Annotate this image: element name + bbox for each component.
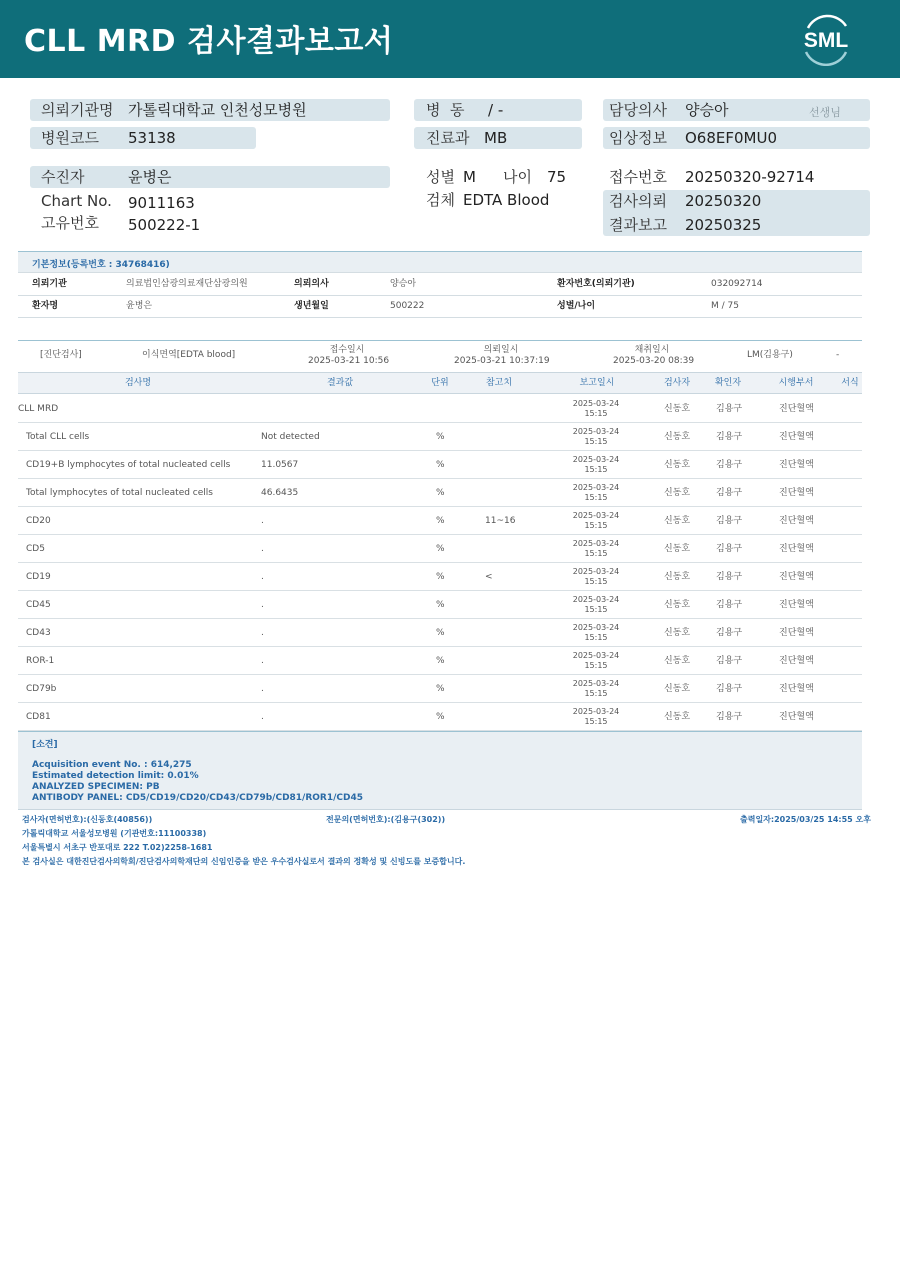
report-date-cell: 2025-03-24	[572, 623, 620, 632]
report-date-cell: 2025-03-24	[572, 427, 620, 436]
unit-cell: %	[436, 460, 445, 470]
report-date-cell: 2025-03-24	[572, 595, 620, 604]
report-date-cell: 2025-03-24	[572, 399, 620, 408]
table-row	[18, 451, 862, 479]
col-dept: 시행부서	[778, 378, 814, 388]
report-time-cell: 15:15	[584, 661, 608, 670]
confirmer-cell: 김용구	[716, 488, 743, 498]
report-date-cell: 2025-03-24	[572, 539, 620, 548]
tester-cell: 신동호	[664, 684, 691, 694]
basic-name-label: 환자명	[32, 301, 59, 311]
tester-cell: 신동호	[664, 628, 691, 638]
result-cell: .	[261, 544, 264, 554]
confirmer-cell: 김용구	[716, 572, 743, 582]
result-cell: .	[261, 712, 264, 722]
clinical-label: 임상정보	[609, 129, 667, 147]
result-cell: .	[261, 600, 264, 610]
col-unit: 단위	[431, 378, 449, 388]
unit-cell: %	[436, 516, 445, 526]
unique-label: 고유번호	[41, 214, 99, 232]
report-value: 20250325	[685, 216, 762, 234]
report-date-cell: 2025-03-24	[572, 567, 620, 576]
unit-cell: %	[436, 488, 445, 498]
dept-cell: 진단혈액	[779, 712, 814, 722]
col-confirmer: 확인자	[714, 378, 742, 388]
table-row	[18, 423, 862, 451]
col-form: 서식	[841, 378, 859, 388]
report-date-cell: 2025-03-24	[572, 707, 620, 716]
footer-certification: 본 검사실은 대한진단검사의학회/진단검사의학재단의 신임인증을 받은 우수검사실로서 결과의 정확성 및 신빙도를 보증합니다.	[22, 857, 466, 866]
dept-cell: 진단혈액	[779, 572, 814, 582]
institution-label: 의뢰기관명	[41, 101, 114, 119]
ref-cell: <	[485, 572, 493, 582]
exam-received-label: 접수일시	[329, 345, 365, 355]
table-row	[18, 619, 862, 647]
dept-cell: 진단혈액	[779, 516, 814, 526]
result-cell: .	[261, 572, 264, 582]
report-date-cell: 2025-03-24	[572, 679, 620, 688]
confirmer-cell: 김용구	[716, 628, 743, 638]
table-row	[18, 703, 862, 731]
ward-label: 병 동	[426, 101, 465, 119]
table-row	[18, 675, 862, 703]
report-label: 결과보고	[609, 216, 667, 234]
test-name-cell: Total lymphocytes of total nucleated cells	[26, 488, 213, 498]
results-table-header	[18, 372, 862, 394]
report-time-cell: 15:15	[584, 577, 608, 586]
divider	[18, 272, 862, 273]
finding-line: ANALYZED SPECIMEN: PB	[32, 782, 160, 792]
report-time-cell: 15:15	[584, 549, 608, 558]
tester-cell: 신동호	[664, 516, 691, 526]
table-row	[18, 591, 862, 619]
tester-cell: 신동호	[664, 600, 691, 610]
tester-cell: 신동호	[664, 404, 691, 414]
report-time-cell: 15:15	[584, 465, 608, 474]
exam-received-value: 2025-03-21 10:56	[308, 356, 390, 366]
doctor-label: 담당의사	[609, 101, 667, 119]
ref-cell: 11~16	[485, 516, 516, 526]
hospital-code-label: 병원코드	[41, 129, 99, 147]
footer-lab: 가톨릭대학교 서울성모병원 (기관번호:11100338)	[22, 829, 207, 838]
dept-label: 진료과	[426, 129, 470, 147]
basic-sexage-label: 성별/나이	[557, 301, 596, 311]
confirmer-cell: 김용구	[716, 600, 743, 610]
exam-lm: LM(김용구)	[747, 350, 793, 360]
unit-cell: %	[436, 600, 445, 610]
age-value: 75	[547, 168, 567, 186]
basic-info-header	[18, 251, 862, 272]
confirmer-cell: 김용구	[716, 432, 743, 442]
divider	[18, 317, 862, 318]
col-ref: 참고치	[485, 378, 513, 388]
unit-cell: %	[436, 628, 445, 638]
basic-name-value: 윤병은	[126, 301, 153, 311]
test-name-cell: CD81	[26, 712, 51, 722]
tester-cell: 신동호	[664, 460, 691, 470]
findings-title: [소견]	[32, 740, 58, 750]
report-date-cell: 2025-03-24	[572, 455, 620, 464]
result-cell: .	[261, 516, 264, 526]
test-name-cell: CD20	[26, 516, 51, 526]
clinical-value: O68EF0MU0	[685, 129, 778, 147]
sml-logo	[796, 10, 856, 66]
request-label: 검사의뢰	[609, 192, 667, 210]
report-date-cell: 2025-03-24	[572, 483, 620, 492]
confirmer-cell: 김용구	[716, 404, 743, 414]
report-time-cell: 15:15	[584, 521, 608, 530]
finding-line: Estimated detection limit: 0.01%	[32, 771, 199, 781]
exam-collected-value: 2025-03-20 08:39	[613, 356, 695, 366]
specimen-value: EDTA Blood	[463, 191, 550, 209]
report-time-cell: 15:15	[584, 633, 608, 642]
footer-specialist: 전문의(면허번호):(김용구(302))	[326, 815, 446, 824]
result-cell: .	[261, 684, 264, 694]
tester-cell: 신동호	[664, 712, 691, 722]
receipt-label: 접수번호	[609, 168, 667, 186]
dept-value: MB	[484, 129, 508, 147]
request-value: 20250320	[685, 192, 762, 210]
report-time-cell: 15:15	[584, 689, 608, 698]
basic-info-title: 기본정보(등록번호 : 34768416)	[32, 260, 170, 270]
exam-category: [진단검사]	[40, 350, 82, 360]
basic-inst-value: 의료법인삼광의료재단삼광의원	[126, 279, 248, 289]
exam-collected-label: 채취일시	[634, 345, 670, 355]
confirmer-cell: 김용구	[716, 460, 743, 470]
exam-dash: -	[836, 350, 840, 360]
result-cell: 46.6435	[261, 488, 299, 498]
exam-specimen: 이식면역[EDTA blood]	[142, 350, 236, 360]
findings-header	[18, 731, 862, 752]
result-cell: .	[261, 656, 264, 666]
dept-cell: 진단혈액	[779, 432, 814, 442]
basic-sexage-value: M / 75	[711, 301, 739, 311]
confirmer-cell: 김용구	[716, 684, 743, 694]
test-name-cell: ROR-1	[26, 656, 55, 666]
dept-cell: 진단혈액	[779, 544, 814, 554]
tester-cell: 신동호	[664, 656, 691, 666]
unit-cell: %	[436, 712, 445, 722]
basic-inst-label: 의뢰기관	[32, 279, 67, 289]
result-cell: .	[261, 628, 264, 638]
unit-cell: %	[436, 656, 445, 666]
table-row	[18, 507, 862, 535]
test-name-cell: CD5	[26, 544, 45, 554]
report-time-cell: 15:15	[584, 437, 608, 446]
unique-value: 500222-1	[128, 216, 201, 234]
report-date-cell: 2025-03-24	[572, 651, 620, 660]
col-report-time: 보고일시	[579, 378, 615, 388]
confirmer-cell: 김용구	[716, 544, 743, 554]
divider	[18, 295, 862, 296]
test-name-cell: CD43	[26, 628, 51, 638]
hospital-code-value: 53138	[128, 129, 176, 147]
unit-cell: %	[436, 432, 445, 442]
test-name-cell: CD19	[26, 572, 51, 582]
col-test: 검사명	[124, 378, 152, 388]
dept-cell: 진단혈액	[779, 488, 814, 498]
report-time-cell: 15:15	[584, 409, 608, 418]
confirmer-cell: 김용구	[716, 712, 743, 722]
table-row	[18, 395, 862, 423]
dept-cell: 진단혈액	[779, 460, 814, 470]
tester-cell: 신동호	[664, 432, 691, 442]
receipt-value: 20250320-92714	[685, 168, 815, 186]
unit-cell: %	[436, 544, 445, 554]
col-tester: 검사자	[663, 378, 691, 388]
dept-cell: 진단혈액	[779, 404, 814, 414]
examinee-label: 수진자	[41, 168, 85, 186]
sex-value: M	[463, 168, 476, 186]
footer-printed: 출력일자:2025/03/25 14:55 오후	[740, 815, 871, 824]
sex-label: 성별	[426, 168, 455, 186]
tester-cell: 신동호	[664, 544, 691, 554]
confirmer-cell: 김용구	[716, 656, 743, 666]
institution-value: 가톨릭대학교 인천성모병원	[128, 101, 307, 119]
report-time-cell: 15:15	[584, 605, 608, 614]
unit-cell: %	[436, 684, 445, 694]
result-cell: 11.0567	[261, 460, 299, 470]
test-name-cell: Total CLL cells	[26, 432, 90, 442]
test-name-cell: CD45	[26, 600, 51, 610]
specimen-label: 검체	[426, 191, 455, 209]
table-row	[18, 479, 862, 507]
result-cell: Not detected	[261, 432, 320, 442]
dept-cell: 진단혈액	[779, 628, 814, 638]
footer-address: 서울특별시 서초구 반포대로 222 T.02)2258-1681	[22, 843, 213, 852]
doctor-value: 양승아	[685, 101, 729, 119]
dept-cell: 진단혈액	[779, 684, 814, 694]
findings-box	[18, 752, 862, 810]
age-label: 나이	[503, 168, 532, 186]
table-row	[18, 563, 862, 591]
report-date-cell: 2025-03-24	[572, 511, 620, 520]
table-row	[18, 647, 862, 675]
basic-pid-value: 032092714	[711, 279, 763, 289]
basic-doc-value: 양승아	[390, 279, 417, 289]
dept-cell: 진단혈액	[779, 600, 814, 610]
report-header	[0, 0, 900, 78]
dept-cell: 진단혈액	[779, 656, 814, 666]
basic-dob-label: 생년월일	[294, 301, 329, 311]
report-time-cell: 15:15	[584, 493, 608, 502]
chart-value: 9011163	[128, 194, 195, 212]
footer-tester: 검사자(면허번호):(신동호(40856))	[22, 815, 153, 824]
basic-doc-label: 의뢰의사	[294, 279, 329, 289]
sml-logo-text: SML	[803, 29, 849, 52]
divider	[18, 340, 862, 341]
basic-pid-label: 환자번호(의뢰기관)	[557, 279, 635, 289]
exam-requested-label: 의뢰일시	[483, 345, 519, 355]
unit-cell: %	[436, 572, 445, 582]
examinee-value: 윤병은	[128, 168, 172, 186]
table-row	[18, 535, 862, 563]
confirmer-cell: 김용구	[716, 516, 743, 526]
test-name-cell: CD79b	[26, 684, 57, 694]
finding-line: Acquisition event No. : 614,275	[32, 760, 192, 770]
tester-cell: 신동호	[664, 488, 691, 498]
exam-requested-value: 2025-03-21 10:37:19	[454, 356, 550, 366]
tester-cell: 신동호	[664, 572, 691, 582]
test-name-cell: CLL MRD	[18, 404, 59, 414]
col-result: 결과값	[326, 378, 354, 388]
doctor-suffix: 선생님	[809, 106, 841, 119]
chart-label: Chart No.	[41, 192, 112, 210]
test-name-cell: CD19+B lymphocytes of total nucleated cells	[26, 460, 231, 470]
report-time-cell: 15:15	[584, 717, 608, 726]
finding-line: ANTIBODY PANEL: CD5/CD19/CD20/CD43/CD79b/CD81/ROR1/CD45	[32, 793, 364, 803]
report-title: CLL MRD 검사결과보고서	[24, 24, 394, 59]
basic-dob-value: 500222	[390, 301, 425, 311]
ward-value: / -	[488, 101, 504, 119]
